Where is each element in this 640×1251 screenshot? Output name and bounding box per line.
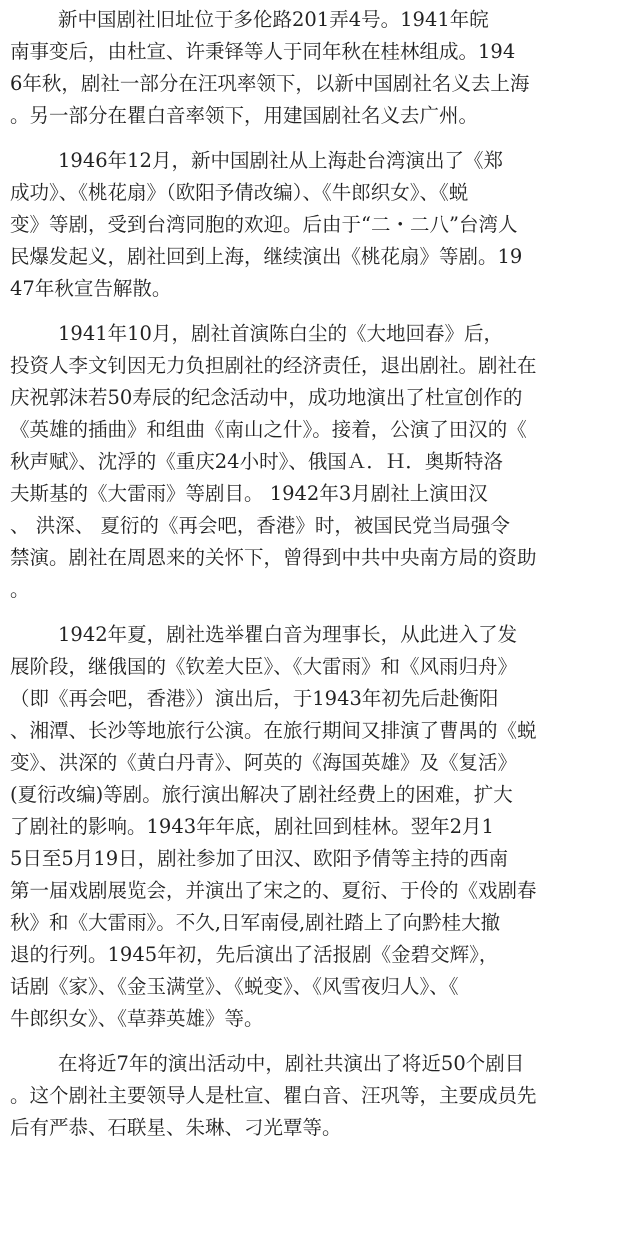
paragraph-1-line-4: 。另一部分在瞿白音率领下，用建国剧社名义去广州。 (10, 104, 479, 127)
paragraph-5 (0, 1048, 640, 1144)
paragraph-4 (0, 619, 640, 1035)
paragraph-3-line-2: 投资人李文钊因无力负担剧社的经济责任，退出剧社。剧社在 (10, 354, 537, 377)
paragraph-3-line-1: 1941年10月，剧社首演陈白尘的《大地回春》后， (58, 322, 503, 345)
paragraph-5-line-2: 。这个剧社主要领导人是杜宣、瞿白音、汪巩等，主要成员先 (10, 1084, 537, 1107)
paragraph-4-line-6: (夏衍改编)等剧。旅行演出解决了剧社经费上的困难，扩大 (10, 783, 513, 806)
paragraph-5-line-3: 后有严恭、石联星、朱琳、刁光覃等。 (10, 1116, 342, 1139)
paragraph-3-line-5: 秋声赋》、沈浮的《重庆24小时》、俄国Ａ．Ｈ．奥斯特洛 (10, 450, 503, 473)
paragraph-2-line-5: 47年秋宣告解散。 (10, 277, 172, 300)
paragraph-3-line-7: 、 洪深、 夏衍的《再会吧，香港》时，被国民党当局强令 (10, 514, 510, 537)
paragraph-3-line-3: 庆祝郭沫若50寿辰的纪念活动中，成功地演出了杜宣创作的 (10, 386, 523, 409)
paragraph-1-line-2: 南事变后，由杜宣、许秉铎等人于同年秋在桂林组成。194 (10, 40, 516, 63)
paragraph-4-line-2: 展阶段，继俄国的《钦差大臣》、《大雷雨》和《风雨归舟》 (10, 655, 518, 678)
paragraph-4-line-10: 秋》和《大雷雨》。不久,日军南侵,剧社踏上了向黔桂大撤 (10, 911, 501, 934)
paragraph-4-line-9: 第一届戏剧展览会，并演出了宋之的、夏衍、于伶的《戏剧春 (10, 879, 537, 902)
paragraph-4-line-7: 了剧社的影响。1943年年底，剧社回到桂林。翌年2月1 (10, 815, 494, 838)
paragraph-3-line-6: 夫斯基的《大雷雨》等剧目。 1942年3月剧社上演田汉 (10, 482, 488, 505)
paragraph-4-line-11: 退的行列。1945年初，先后演出了活报剧《金碧交辉》， (10, 943, 499, 966)
paragraph-2-line-2: 成功》、《桃花扇》（欧阳予倩改编）、《牛郎织女》、《蜕 (10, 181, 469, 204)
paragraph-3-line-8: 禁演。剧社在周恩来的关怀下，曾得到中共中央南方局的资助 (10, 546, 537, 569)
paragraph-4-line-1: 1942年夏，剧社选举瞿白音为理事长，从此进入了发 (58, 623, 518, 646)
paragraph-4-line-5: 变》、洪深的《黄白丹青》、阿英的《海国英雄》及《复活》 (10, 751, 518, 774)
paragraph-3-line-9: 。 (10, 578, 30, 601)
paragraph-4-line-13: 牛郎织女》、《草莽英雄》等。 (10, 1007, 264, 1030)
paragraph-4-line-4: 、湘潭、长沙等地旅行公演。在旅行期间又排演了曹禺的《蜕 (10, 719, 537, 742)
paragraph-1-line-3: 6年秋，剧社一部分在汪巩率领下，以新中国剧社名义去上海 (10, 72, 530, 95)
paragraph-3-line-4: 《英雄的插曲》和组曲《南山之什》。接着，公演了田汉的《 (10, 418, 527, 441)
paragraph-5-line-1: 在将近7年的演出活动中，剧社共演出了将近50个剧目 (58, 1052, 525, 1075)
paragraph-4-line-3: （即《再会吧，香港》）演出后，于1943年初先后赴衡阳 (10, 687, 499, 710)
paragraph-1-line-1: 新中国剧社旧址位于多伦路201弄4号。1941年皖 (58, 8, 489, 31)
paragraph-4-line-8: 5日至5月19日，剧社参加了田汉、欧阳予倩等主持的西南 (10, 847, 509, 870)
paragraph-1 (0, 4, 640, 132)
paragraph-2-line-1: 1946年12月，新中国剧社从上海赴台湾演出了《郑 (58, 149, 503, 172)
paragraph-4-line-12: 话剧《家》、《金玉满堂》、《蜕变》、《风雪夜归人》、《 (10, 975, 459, 998)
paragraph-2 (0, 145, 640, 305)
paragraph-2-line-3: 变》等剧，受到台湾同胞的欢迎。后由于“二・二八”台湾人 (10, 213, 518, 236)
paragraph-2-line-4: 民爆发起义，剧社回到上海，继续演出《桃花扇》等剧。19 (10, 245, 523, 268)
paragraph-3 (0, 318, 640, 606)
